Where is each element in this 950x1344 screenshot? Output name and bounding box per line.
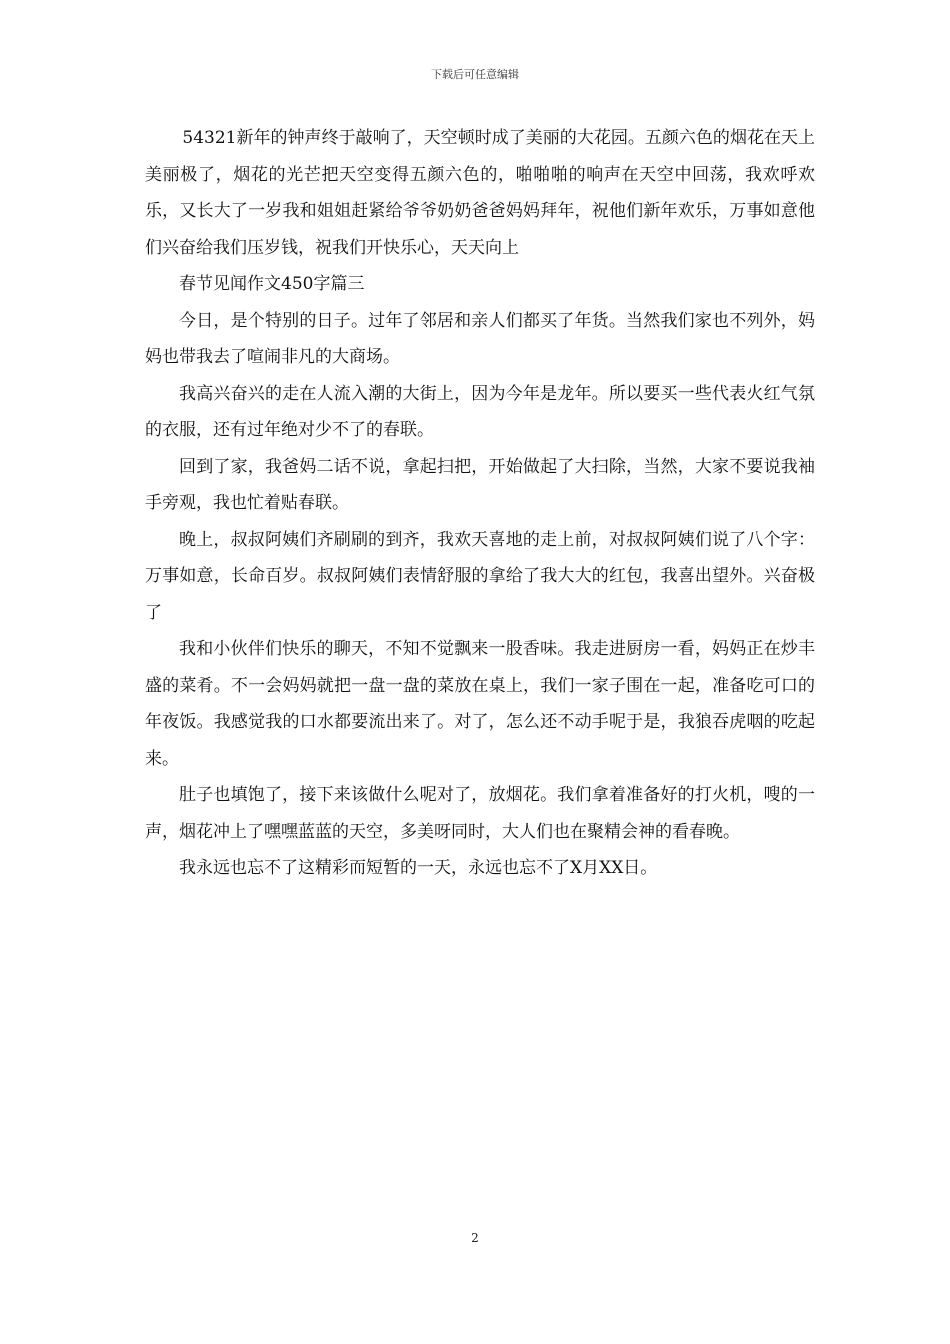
paragraph-conclusion: 我永远也忘不了这精彩而短暂的一天，永远也忘不了X月XX日。 <box>179 858 658 878</box>
section-title: 春节见闻作文450字篇三 <box>179 274 365 294</box>
page-number: 2 <box>471 1231 479 1245</box>
paragraph-dinner: 我和小伙伴们快乐的聊天，不知不觉飘来一股香味。我走进厨房一看，妈妈正在炒丰盛的菜肴。不一会妈妈就把一盘一盘的菜放在桌上，我们一家子围在一起，准备吃可口的年夜饭。我感觉我的口水都要流出来了。对了，怎么还不动手呢于是，我狼吞虎咽的吃起来。 <box>145 639 815 769</box>
paragraph-cleaning: 回到了家，我爸妈二话不说，拿起扫把，开始做起了大扫除，当然，大家不要说我袖手旁观，我也忙着贴春联。 <box>145 456 815 513</box>
paragraph-new-year-fireworks: 54321新年的钟声终于敲响了，天空顿时成了美丽的大花园。五颜六色的烟花在天上美丽极了，烟花的光芒把天空变得五颜六色的，啪啪啪的响声在天空中回荡，我欢呼欢乐，又长大了一岁我和姐姐赶紧给爷爷奶奶爸爸妈妈拜年，祝他们新年欢乐，万事如意他们兴奋给我们压岁钱，祝我们开快乐心，天天向上 <box>145 128 815 258</box>
paragraph-street: 我高兴奋兴的走在人流入潮的大街上，因为今年是龙年。所以要买一些代表火红气氛的衣服，还有过年绝对少不了的春联。 <box>145 383 815 440</box>
paragraph-red-envelope: 晚上，叔叔阿姨们齐刷刷的到齐，我欢天喜地的走上前，对叔叔阿姨们说了八个字：万事如意，长命百岁。叔叔阿姨们表情舒服的拿给了我大大的红包，我喜出望外。兴奋极了 <box>145 529 815 623</box>
paragraph-fireworks: 肚子也填饱了，接下来该做什么呢对了，放烟花。我们拿着准备好的打火机，嗖的一声，烟花冲上了嘿嘿蓝蓝的天空，多美呀同时，大人们也在聚精会神的看春晚。 <box>145 785 815 842</box>
page-header-note: 下载后可任意编辑 <box>431 68 519 81</box>
paragraph-special-day: 今日，是个特别的日子。过年了邻居和亲人们都买了年货。当然我们家也不列外，妈妈也带我去了喧闹非凡的大商场。 <box>145 310 815 367</box>
document-body <box>145 120 815 887</box>
